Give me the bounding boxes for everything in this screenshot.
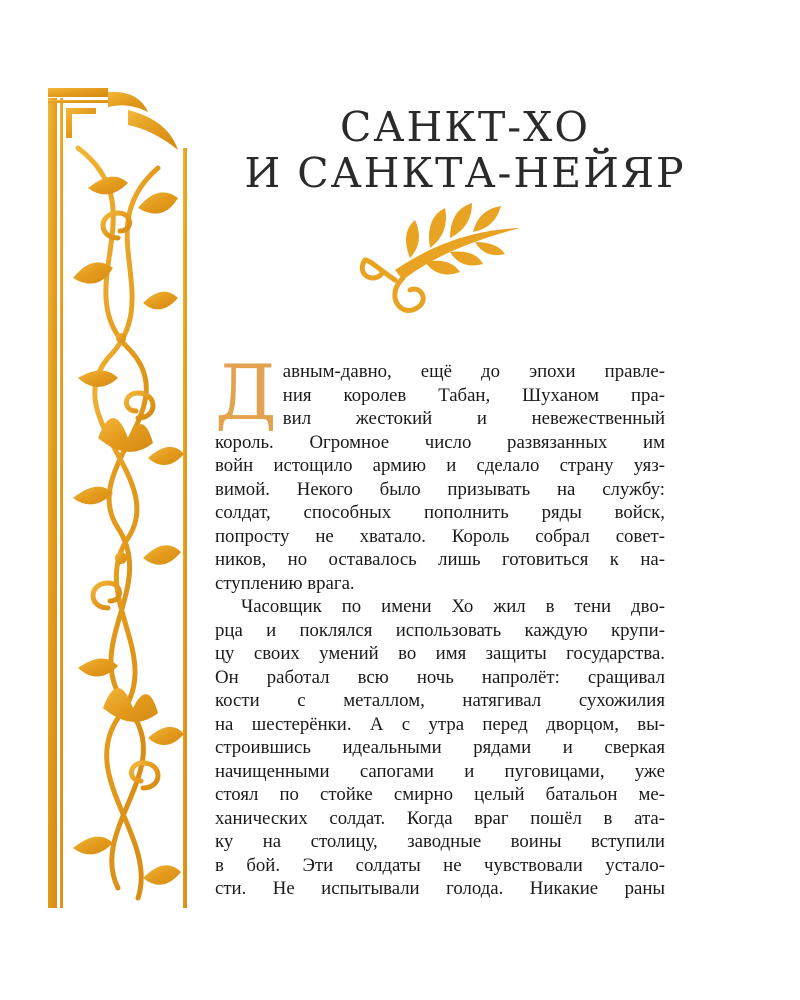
- text-line: на шестерёнки. А с утра перед дворцом, вы-: [215, 713, 665, 735]
- text-line: ступлению врага.: [215, 572, 355, 594]
- text-line: ханических солдат. Когда враг пошёл в ата-: [215, 807, 665, 829]
- text-line: Часовщик по имени Хо жил в тени дво-: [241, 596, 665, 617]
- text-line: вимой. Некого было призывать на службу:: [215, 478, 665, 500]
- text-line: ку на столицу, заводные воины вступили: [215, 831, 665, 852]
- title-line-1: САНКТ-ХО: [340, 103, 590, 151]
- text-line: в бой. Эти солдаты не чувствовали устало-: [215, 854, 665, 876]
- leaf-sprig-ornament-icon: [355, 200, 525, 325]
- drop-cap: Д: [215, 348, 277, 437]
- text-line: вил жестокий и невежественный: [282, 408, 665, 429]
- text-line: цу своих умений во имя защиты государства.: [215, 643, 665, 664]
- paragraph-2: [215, 595, 665, 901]
- text-line: авным-давно, ещё до эпохи правле-: [282, 361, 665, 382]
- page-title: [230, 104, 700, 196]
- text-line: сти. Не испытывали голода. Никакие раны: [215, 878, 665, 899]
- text-line: король. Огромное число развязанных им: [215, 431, 665, 453]
- text-line: войн истощило армию и сделало страну уяз-: [215, 455, 665, 476]
- text-line: Он работал всю ночь напролёт: сращивал: [215, 666, 665, 688]
- text-line: ников, но оставалось лишь готовиться к на-: [215, 549, 665, 570]
- floral-border-ornament-icon: [48, 88, 194, 908]
- text-line: стоял по стойке смирно целый батальон ме-: [215, 784, 665, 805]
- title-line-2: И САНКТА-НЕЙЯР: [244, 149, 686, 197]
- paragraph-1: [215, 348, 665, 595]
- text-line: рца и поклялся использовать каждую крупи-: [215, 619, 665, 641]
- text-line: солдат, способных пополнить ряды войск,: [215, 502, 665, 523]
- text-line: кости с металлом, натягивал сухожилия: [215, 690, 665, 711]
- body-text: [215, 348, 665, 901]
- text-line: строившись идеальными рядами и сверкая: [215, 737, 665, 758]
- text-line: ния королев Табан, Шуханом пра-: [282, 384, 665, 406]
- text-line: попросту не хватало. Король собрал совет-: [215, 525, 665, 547]
- text-line: начищенными сапогами и пуговицами, уже: [215, 760, 665, 782]
